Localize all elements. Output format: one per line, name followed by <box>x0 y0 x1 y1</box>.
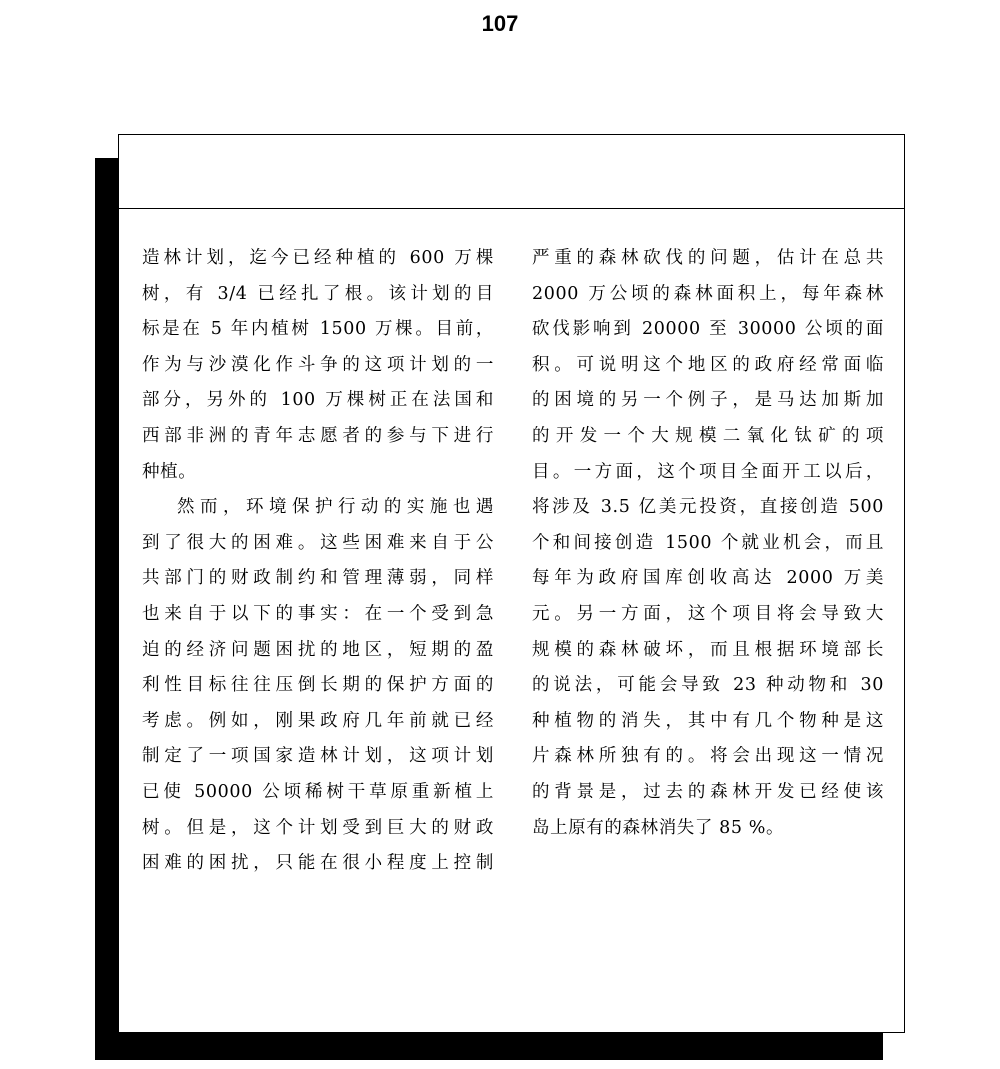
text-line: 造林计划，迄今已经种植的 600 万棵 <box>142 248 494 268</box>
text-line: 作为与沙漠化作斗争的这项计划的一 <box>142 354 494 375</box>
text-line: 砍伐影响到 20000 至 30000 公顷的面 <box>532 319 884 340</box>
text-line: 已使 50000 公顷稀树干草原重新植上 <box>142 781 494 802</box>
text-line: 西部非洲的青年志愿者的参与下进行 <box>142 425 494 446</box>
text-line: 到了很大的困难。这些困难来自于公 <box>142 532 494 553</box>
text-line: 的困境的另一个例子，是马达加斯加 <box>532 390 884 411</box>
page-number: 107 <box>481 11 519 36</box>
text-line: 困难的困扰，只能在很小程度上控制 <box>142 853 494 874</box>
text-line: 制定了一项国家造林计划，这项计划 <box>142 746 494 767</box>
text-line: 目。一方面，这个项目全面开工以后， <box>532 461 884 482</box>
text-line: 迫的经济问题困扰的地区，短期的盈 <box>142 639 494 660</box>
text-line: 也来自于以下的事实：在一个受到急 <box>142 603 494 624</box>
text-line: 树。但是，这个计划受到巨大的财政 <box>142 817 494 838</box>
left-column <box>142 241 494 882</box>
text-line: 的背景是，过去的森林开发已经使该 <box>532 781 884 802</box>
text-line: 的说法，可能会导致 23 种动物和 30 <box>532 675 884 696</box>
text-line: 每年为政府国库创收高达 2000 万美 <box>532 568 884 589</box>
text-line: 然而，环境保护行动的实施也遇 <box>177 497 494 518</box>
text-line: 积。可说明这个地区的政府经常面临 <box>532 354 884 375</box>
text-line: 严重的森林砍伐的问题，估计在总共 <box>532 248 884 268</box>
text-line: 利性目标往往压倒长期的保护方面的 <box>142 675 494 696</box>
text-line: 种植。 <box>142 461 197 482</box>
text-line: 种植物的消失，其中有几个物种是这 <box>532 710 884 731</box>
box-header-band <box>119 135 904 209</box>
text-line: 将涉及 3.5 亿美元投资，直接创造 500 <box>532 497 884 518</box>
text-line: 共部门的财政制约和管理薄弱，同样 <box>142 568 494 589</box>
text-line: 2000 万公顷的森林面积上，每年森林 <box>532 283 884 304</box>
text-line: 规模的森林破坏，而且根据环境部长 <box>532 639 884 660</box>
text-line: 树，有 3/4 已经扎了根。该计划的目 <box>142 283 494 304</box>
text-line: 岛上原有的森林消失了 85 %。 <box>532 817 785 838</box>
text-line: 部分，另外的 100 万棵树正在法国和 <box>142 390 494 411</box>
text-line: 个和间接创造 1500 个就业机会，而且 <box>532 532 884 553</box>
text-line: 元。另一方面，这个项目将会导致大 <box>532 603 884 624</box>
text-line: 标是在 5 年内植树 1500 万棵。目前， <box>142 319 494 340</box>
text-line: 的开发一个大规模二氧化钛矿的项 <box>532 425 884 446</box>
text-line: 考虑。例如，刚果政府几年前就已经 <box>142 710 494 731</box>
right-column <box>532 241 884 846</box>
text-line: 片森林所独有的。将会出现这一情况 <box>532 746 884 767</box>
text-box <box>118 134 905 1033</box>
